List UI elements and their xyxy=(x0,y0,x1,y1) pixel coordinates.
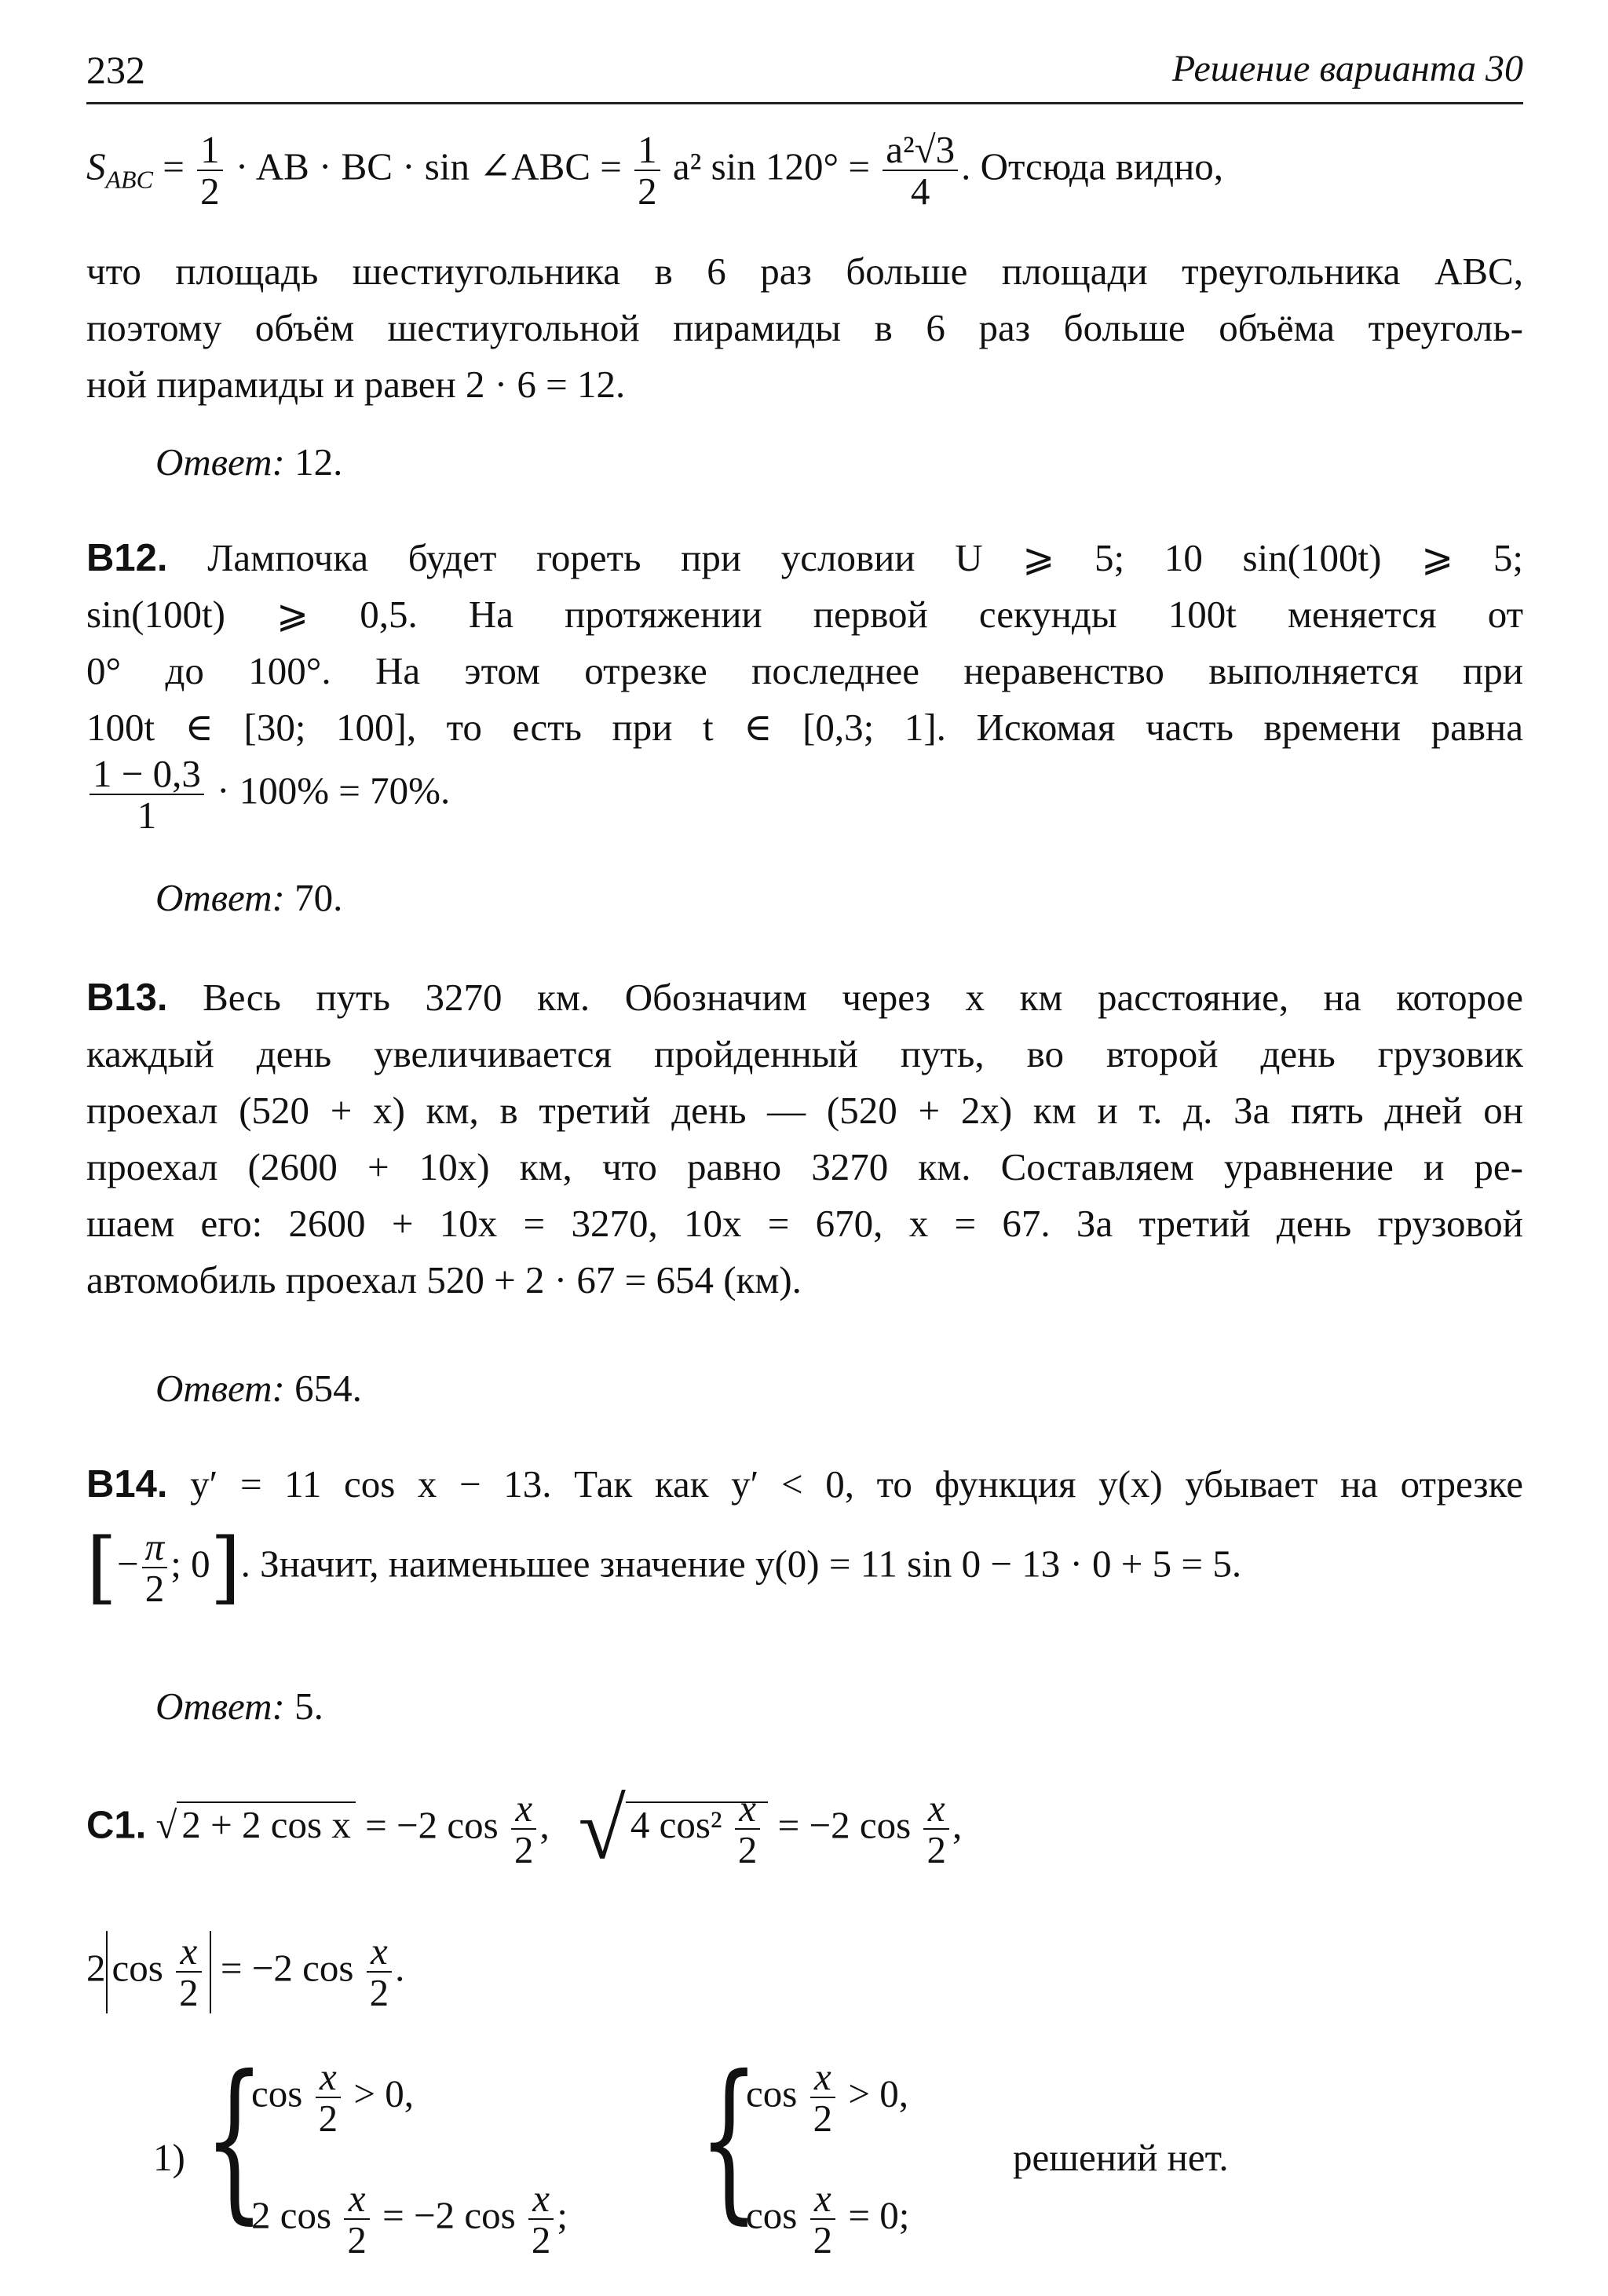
answer-b12: Ответ: 70. xyxy=(155,876,343,919)
system2-row1: cos $\frac{x}{2}$ > 0, xyxy=(746,2055,908,2141)
answer-intro: Ответ: 12. xyxy=(155,440,343,484)
text-line: 0° до 100°. На этом отрезке последнее неравенство выполняется при xyxy=(86,649,1523,692)
fraction-half: $\frac{1}{2}$ xyxy=(197,130,223,212)
text-line: поэтому объём шестиугольной пирамиды в 6 раз больше объёма треуголь- xyxy=(86,306,1523,349)
system2-row2: cos $\frac{x}{2}$ = 0; xyxy=(746,2177,910,2262)
left-brace-1: { xyxy=(204,2039,265,2239)
text-line: B14. y′ = 11 cos x − 13. Так как y′ < 0, то функция y(x) убывает на отрезке xyxy=(86,1462,1524,1506)
system1-row1: cos $\frac{x}{2}$ > 0, xyxy=(251,2055,414,2141)
text-line: автомобиль проехал 520 + 2 · 67 = 654 (км). xyxy=(86,1258,802,1301)
fraction-a2-sqrt3-over-4: $\frac{\text{a²√3}}{4}$ xyxy=(883,130,958,212)
text-line: sin(100t) ⩾ 0,5. На протяжении первой секунды 100t меняется от xyxy=(86,593,1523,636)
problem-b13 xyxy=(86,969,1523,1309)
problem-b14 xyxy=(86,1456,1523,1513)
b14-interval-line: [− $\frac{\pi}{2}$ ; 0]. Значит, наименьшее значение y(0) = 11 sin 0 − 13 · 0 + 5 = 5. xyxy=(86,1521,1242,1614)
left-brace-2: { xyxy=(699,2039,759,2239)
area-formula-line: $S_{ABC}$ = $\frac{1}{2}$ · AB · BC · sin ∠ABC = $\frac{1}{2}$ a² sin 120° = $\frac{\text{a²√3}}{4}$ . Отсюда видно, xyxy=(86,128,1224,214)
answer-b13: Ответ: 654. xyxy=(155,1367,362,1410)
no-solutions-text: решений нет. xyxy=(1013,2136,1229,2179)
page-number: 232 xyxy=(86,48,145,92)
fraction-half: $\frac{1}{2}$ xyxy=(634,130,660,212)
text-line: 100t ∈ [30; 100], то есть при t ∈ [0,3; 1]. Искомая часть времени равна xyxy=(86,706,1523,749)
case-label: 1) xyxy=(153,2136,185,2179)
text-line: B12. Лампочка будет гореть при условии U ⩾ 5; 10 sin(100t) ⩾ 5; xyxy=(86,536,1523,579)
answer-b14: Ответ: 5. xyxy=(155,1685,323,1728)
text-line: что площадь шестиугольника в 6 раз больше площади треугольника ABC, xyxy=(86,250,1523,293)
c1-abs-line: 2 cos $\frac{x}{2}$ = −2 cos $\frac{x}{2}$ . xyxy=(86,1929,405,2015)
text-line: проехал (520 + x) км, в третий день — (520 + 2x) км и т. д. За пять дней он xyxy=(86,1089,1523,1132)
b12-result-formula: $\frac{1 - 0,3}{1}$ · 100% = 70%. xyxy=(86,754,450,836)
page xyxy=(86,47,1523,2276)
text-line: ной пирамиды и равен 2 · 6 = 12. xyxy=(86,363,626,406)
text-line: проехал (2600 + 10x) км, что равно 3270 км. Составляем уравнение и ре- xyxy=(86,1145,1523,1188)
page-header xyxy=(86,47,1523,104)
intro-paragraph xyxy=(86,243,1523,413)
text-line: B13. Весь путь 3270 км. Обозначим через x км расстояние, на которое xyxy=(86,976,1524,1019)
text-line: шаем его: 2600 + 10x = 3270, 10x = 670, x = 67. За третий день грузовой xyxy=(86,1202,1523,1245)
c1-equation-line: C1. √ 2 + 2 cos x = −2 cos $\frac{x}{2}$ , √ 4 cos² $\frac{x}{2}$ = −2 cos $\frac{x}{2}$ , xyxy=(86,1781,963,1877)
text-line: каждый день увеличивается пройденный путь, во второй день грузовик xyxy=(86,1032,1523,1075)
running-title: Решение варианта 30 xyxy=(1171,48,1523,89)
system1-row2: 2 cos $\frac{x}{2}$ = −2 cos $\frac{x}{2}$ ; xyxy=(251,2177,568,2262)
problem-b12 xyxy=(86,530,1523,756)
